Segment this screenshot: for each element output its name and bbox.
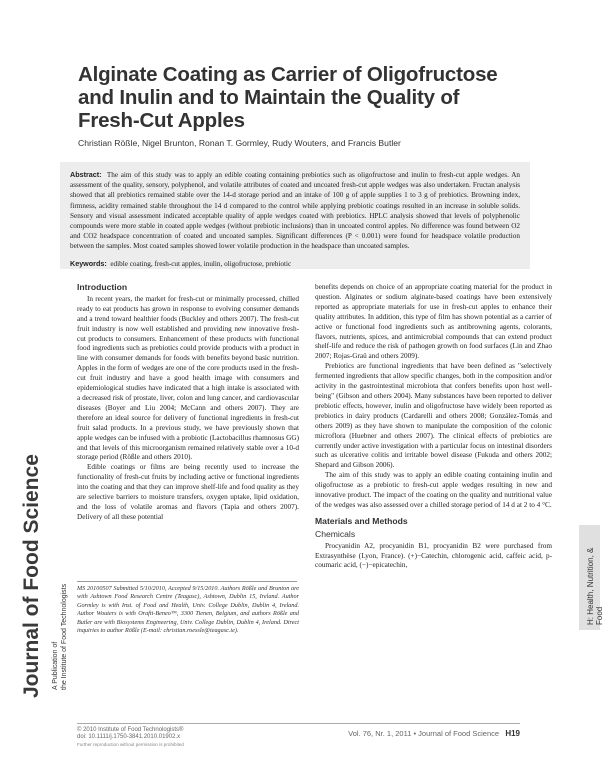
publication-note-line-1: A Publication of (52, 641, 59, 690)
introduction-heading: Introduction (77, 282, 128, 292)
section-tab-text (586, 525, 604, 625)
keywords-label: Keywords: (70, 259, 107, 268)
title-line-3: Fresh-Cut Apples (78, 109, 245, 132)
right-paragraph-1: benefits depends on choice of an appropriate coating material for the product in question. Alginates or sodium alginate-based coatings have been extensively reported as appropriate materials for use in fresh-cut apples to enhance their quality attributes. In addition, this type of film has shown potential as a carrier of active or functional food ingredients such as antibrowning agents, colorants, flavors, nutrients, spices, and antimicrobial compounds that can extend product shelf-life and reduce the risk of pathogen growth on food surfaces (Lin and Zhao 2007; Rojas-Graü and others 2009). (315, 283, 552, 361)
journal-logo (8, 390, 58, 700)
article-footnote: MS 20100507 Submitted 5/10/2010, Accepted 9/15/2010. Authors Rößle and Brunton are with Ashtown Food Research Centre (Teagasc), Ashtown, Dublin 15, Ireland. Author Gormley is with Inst. of Food and Health, Univ. College Dublin, Dublin 4, Ireland. Author Wouters is with Orafti-Beneo™, 3300 Tienen, Belgium, and authors Rößle and Butler are with Biosystems Engineering, Univ. College Dublin, Dublin 4, Ireland. Direct inquiries to author Rößle (E-mail: christian.roessle@teagasc.ie). (77, 585, 299, 635)
journal-name: Journal of Food Science (20, 454, 43, 698)
article-title (78, 63, 548, 132)
materials-methods-heading: Materials and Methods (315, 515, 408, 526)
reproduction-notice: Further reproduction without permission is prohibited (77, 742, 184, 748)
right-paragraph-3: The aim of this study was to apply an edible coating containing inulin and oligofructose as a prebiotic to fresh-cut apple wedges resulting in new and innovative product. The impact of the coating on the quality and nutritional value of the wedges was also assessed over a chilled storage period of 14 d at 2 to 4 °C. (315, 471, 552, 509)
footer-divider (77, 723, 520, 724)
title-line-1: Alginate Coating as Carrier of Oligofructose (78, 63, 498, 86)
copyright-block (77, 727, 297, 749)
doi-line: doi: 10.1111/j.1750-3841.2010.01902.x (77, 734, 181, 741)
journal-sidebar (8, 390, 68, 700)
abstract-text: The aim of this study was to apply an edible coating containing prebiotics such as oligofructose and inulin to fresh-cut apple wedges. An assessment of the quality, sensory, polyphenol, and volatile attributes of coated and uncoated fresh-cut apple wedges was also undertaken. Fructan analysis showed that all prebiotics remained stable over the 14-d storage period and an intake of 100 g of apple supplies 1 to 3 g of prebiotics. Browning index, firmness, acidity remained stable throughout the 14 d compared to the control while applying prebiotic coatings resulted in an increase in soluble solids. Sensory and visual assessment indicated acceptable quality of apple wedges coated with prebiotics. HPLC analysis showed that levels of polyphenolic compounds were more stable in coated apple wedges (without prebiotic inclusions) than in uncoated control apples. No difference was found between O2 and CO2 headspace concentration of coated and uncoated samples. Significant differences (P < 0.001) were found for headspace volatile production between the samples. Most coated samples showed lower volatile production in the headspace than uncoated samples. (70, 171, 520, 251)
section-tab (579, 525, 604, 630)
keywords-line (70, 259, 291, 268)
copyright-line: © 2010 Institute of Food Technologists® (77, 727, 184, 733)
abstract-paragraph (70, 170, 520, 252)
intro-paragraph-2: Edible coatings or films are being recently used to increase the functionality of fresh-cut fruits by including active or functional ingredients into the coating and that they can improve shelf-life and food quality as they are selective barriers to moisture transfers, oxygen uptake, lipid oxidation, and the loss of volatile aromas and flavors (Tapia and others 2007). Delivery of all these potential (77, 463, 299, 521)
title-line-2: and Inulin and to Maintain the Quality of (78, 86, 460, 109)
right-column (315, 283, 552, 571)
chemicals-subheading: Chemicals (315, 528, 356, 539)
publication-note (52, 550, 69, 690)
left-column (77, 283, 299, 523)
page-number: H19 (505, 729, 520, 738)
right-paragraph-2: Prebiotics are functional ingredients that have been defined as "selectively fermented ingredients that allow specific changes, both in the composition and/or activity in the gastrointestinal microbiota that confers benefits upon host well-being" (Gibson and others 2004). Many substances have been reported to deliver prebiotic effects, however, inulin and oligofructose have widely been reported as prebiotics in dairy products (Cardarelli and others 2008; González-Tomás and others 2009) as they have shown to manipulate the composition of the colonic microflora (Huebner and others 2007). The clinical effects of prebiotics are currently under active investigation with a particular focus on intestinal disorders such as ulcerative colitis and irritable bowel disease (Fukuda and others 2002; Shepard and Gibson 2006). (315, 362, 552, 470)
publication-note-line-2: the Institute of Food Technologists (60, 583, 68, 690)
section-tab-line-1: H: Health, Nutrition, & (586, 547, 595, 625)
keywords-text: edible coating, fresh-cut apples, inulin, oligofructose, prebiotic (110, 260, 292, 268)
chemicals-paragraph: Procyanidin A2, procyanidin B1, procyanidin B2 were purchased from Extrasynthèse (Lyon, France). (+)−Catechin, chlorogenic acid, caffeic acid, p-coumaric acid, (−)−epicatechin, (315, 541, 552, 570)
intro-paragraph-1: In recent years, the market for fresh-cut or minimally processed, chilled ready to eat products has grown in response to evolving consumer demands and a trend toward healthier foods (Buckley and others 2007). The fresh-cut fruit industry is now well established and providing new innovative fresh-cut products to consumers. Enhancement of these products with functional food ingredients such as prebiotics could provide products with a product in line with consumer demands for foods with benefits beyond basic nutrition. Apples in the form of wedges are one of the core products used in the fresh-cut fruit industry and have a good health image with consumers and epidemiological studies have indicated that a high intake is associated with a decreased risk of prostate, liver, colon and lung cancer, and cardiovascular diseases (Boyer and Liu 2004; McCann and others 2007). They are therefore an ideal source for delivery of functional ingredients in fresh-cut fruit salad products. In a previous study, we have previously shown that apple wedges can be infused with a probiotic (Lactobacillus rhamnosus GG) and that levels of this microorganism remained relatively stable over a 10-d storage period (Rößle and others 2010). (77, 294, 299, 462)
journal-citation: Vol. 76, Nr. 1, 2011 • Journal of Food Science (348, 729, 500, 738)
section-tab-line-2: Food (595, 606, 604, 625)
journal-reference (330, 729, 520, 738)
footnote-divider (77, 581, 297, 582)
abstract-label: Abstract: (70, 170, 102, 179)
author-list: Christian Rößle, Nigel Brunton, Ronan T. Gormley, Rudy Wouters, and Francis Butler (78, 138, 401, 148)
abstract-box (60, 162, 530, 269)
